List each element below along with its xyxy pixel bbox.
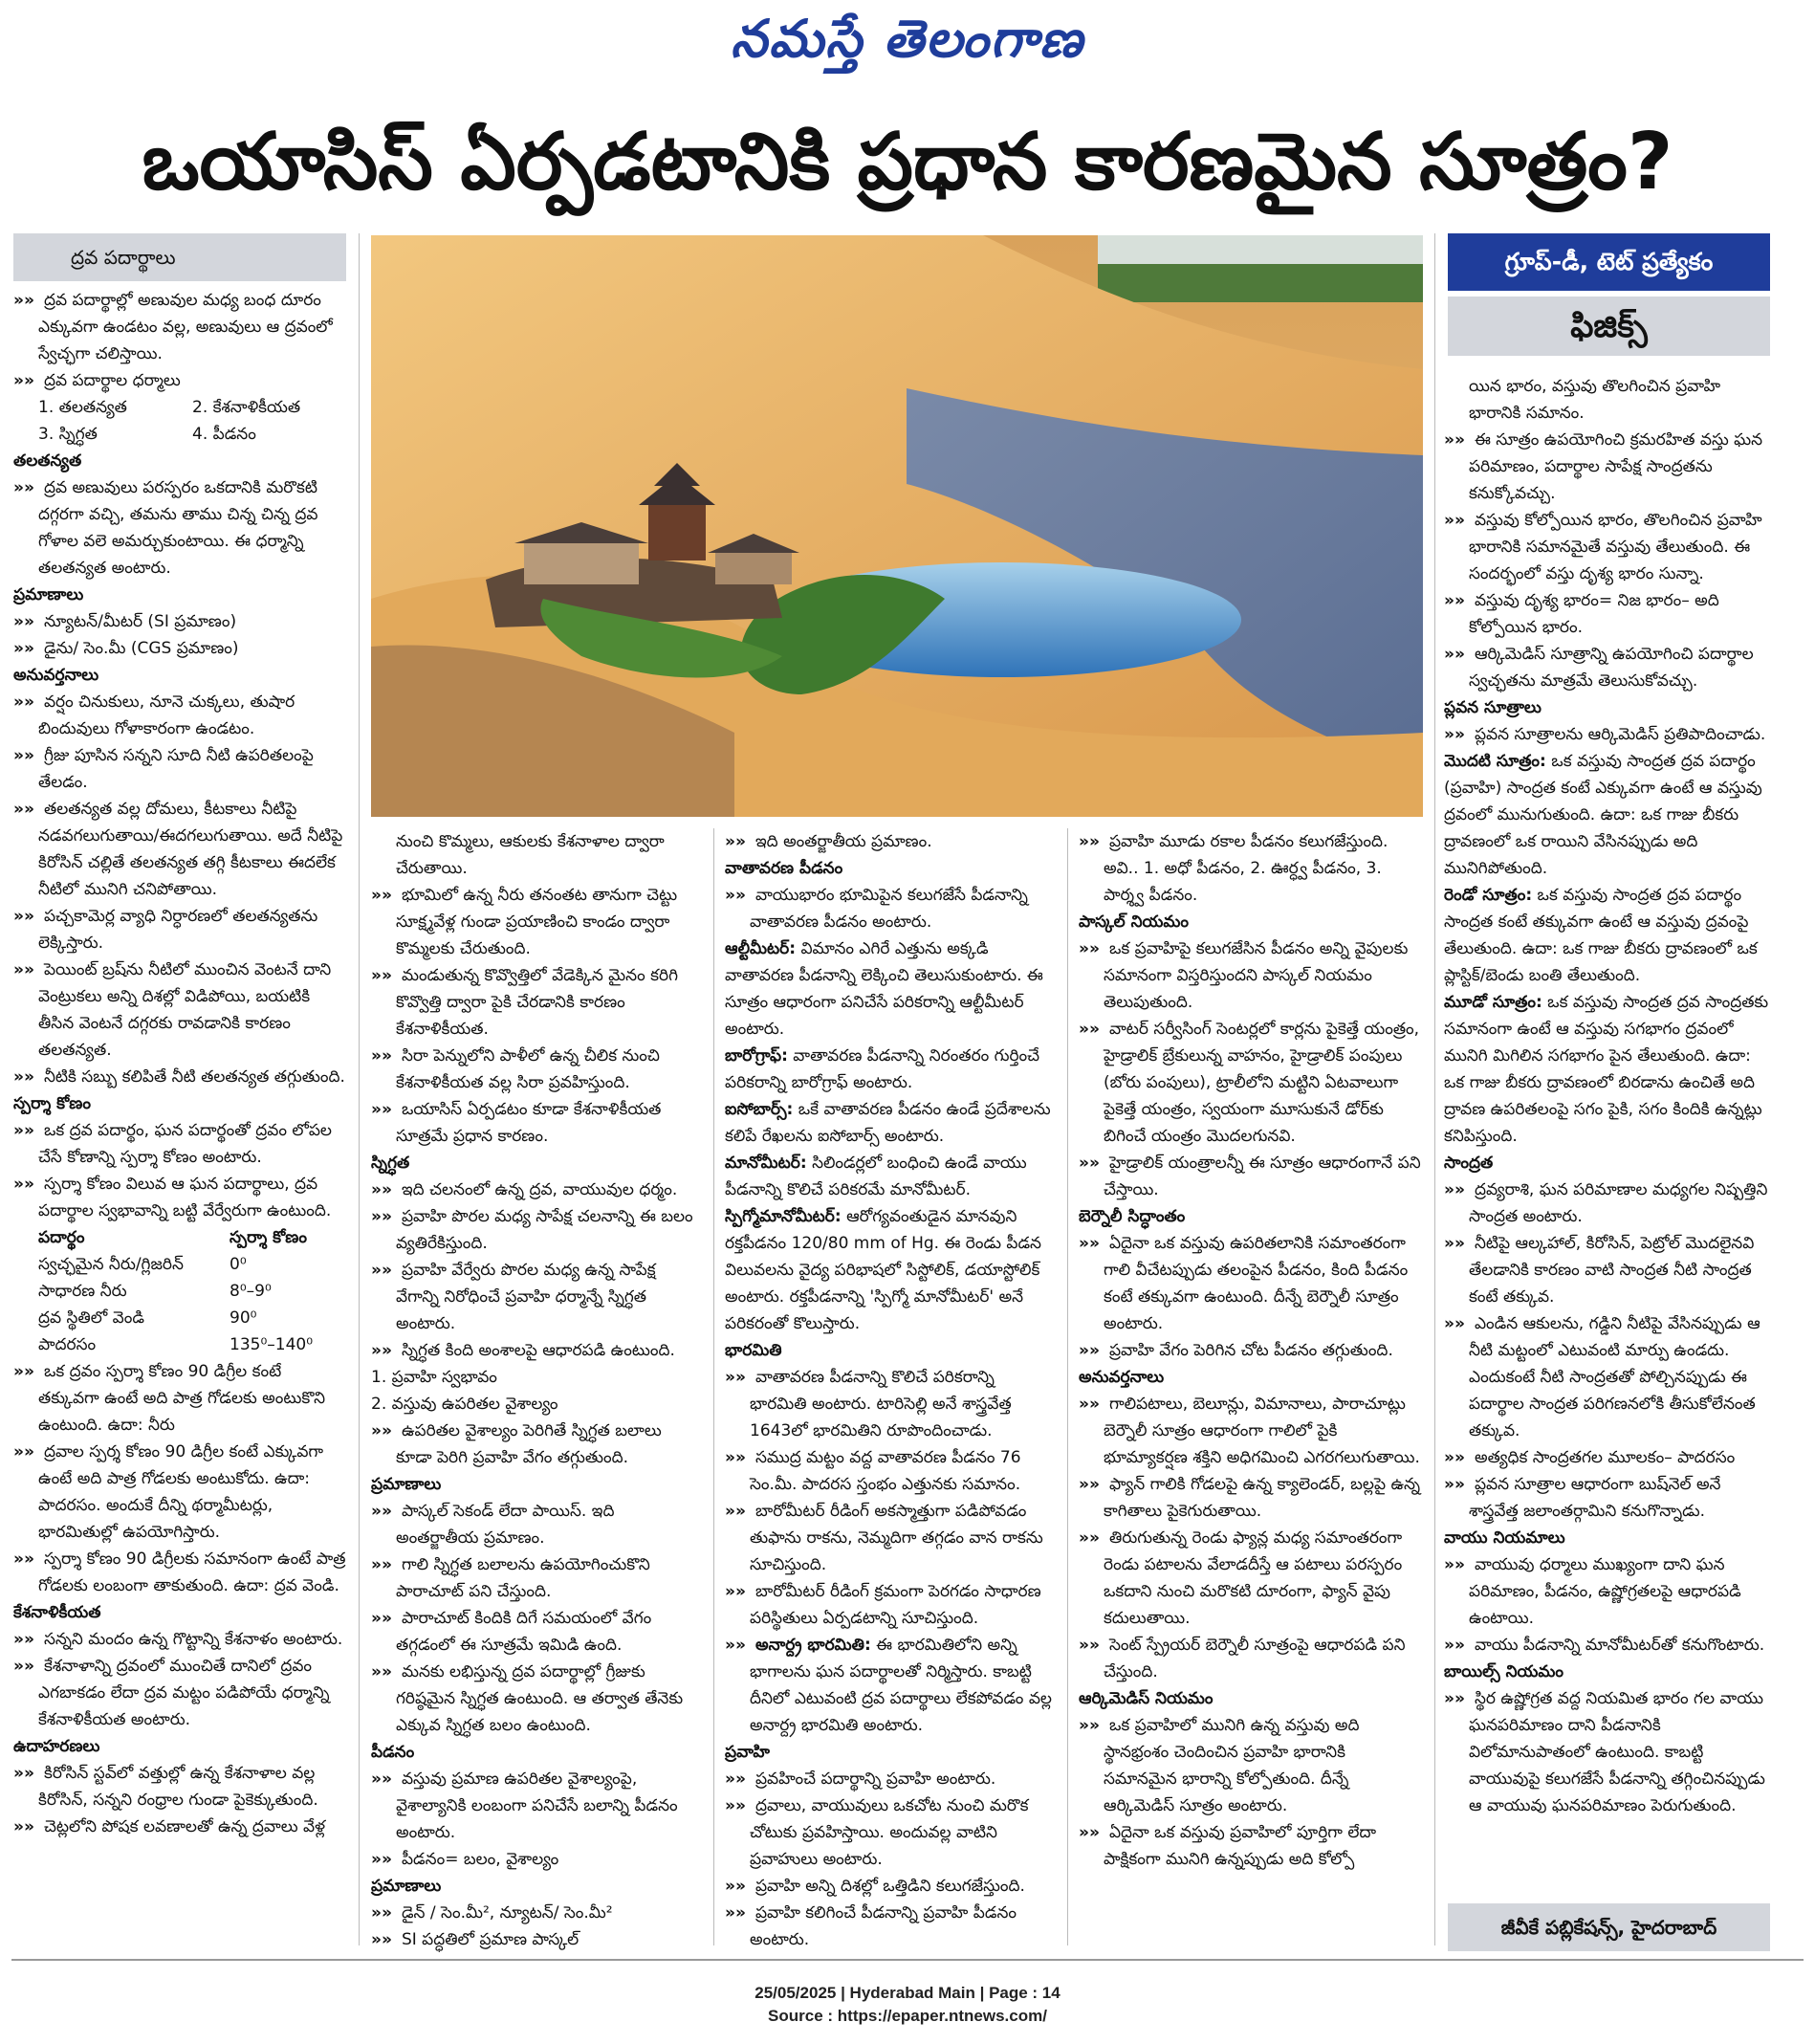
column-divider [713, 828, 714, 1945]
paragraph: »» ప్రవహించే పదార్థాన్ని ప్రవాహి అంటారు. [725, 1766, 1056, 1792]
paragraph: »» పీడనం= బలం, వైశాల్యం [371, 1846, 702, 1873]
paragraph: »» ప్లవన సూత్రాలను ఆర్కిమెడిస్ ప్రతిపాదించాడు. [1444, 721, 1773, 748]
paragraph: »» ఒక ద్రవ పదార్థం, ఘన పదార్థంతో ద్రవం లోపల చేసే కోణాన్ని స్పర్శా కోణం అంటారు. [13, 1117, 346, 1171]
table-cell: 0⁰ [230, 1255, 247, 1274]
definition: విమానం ఎగిరే ఎత్తును అక్కడి వాతావరణ పీడనాన్ని లెక్కించి తెలుసుకుంటారు. ఈ సూత్రం ఆధారంగా పనిచేసే పరికరాన్ని ఆల్టీమీటర్ అంటారు. [725, 939, 1043, 1039]
subheading: ప్రమాణాలు [13, 585, 84, 604]
masthead [0, 0, 1815, 78]
paragraph: »» సిరా పెన్నులోని పాళీలో ఉన్న చీలిక నుంచి కేశనాళికీయత వల్ల సిరా ప్రవహిస్తుంది. [371, 1043, 702, 1096]
subheading: పీడనం [371, 1743, 415, 1762]
paragraph: »» పాస్కల్ సెకండ్ లేదా పాయిస్. ఇది అంతర్జాతీయ ప్రమాణం. [371, 1498, 702, 1551]
paragraph: »» వాటర్ సర్వీసింగ్ సెంటర్లలో కార్లను పైకెత్తే యంత్రం, హైడ్రాలిక్ బ్రేకులున్న వాహనం, హైడ్రాలిక్ పంపులు (బోరు పంపులు), ట్రాలీలోని మట్టిని ఏటవాలుగా పైకెత్తే యంత్రం, స్వయంగా మూసుకునే డోర్‌కు బిగించే యంత్రం మొదలగునవి. [1079, 1016, 1423, 1150]
paragraph: »» బారోమీటర్ రీడింగ్ క్రమంగా పెరగడం సాధారణ పరిస్థితులు ఏర్పడటాన్ని సూచిస్తుంది. [725, 1578, 1056, 1632]
paragraph: »» పెయింట్ బ్రష్‌ను నీటిలో ముంచిన వెంటనే దాని వెంట్రుకలు అన్ని దిశల్లో విడిపోయి, బయటికి తీసిన వెంటనే దగ్గరకు రావడానికి కారణం తలతన్యత. [13, 956, 346, 1064]
oasis-photo-illustration [371, 235, 1423, 817]
definition: ఒక వస్తువు సాంద్రత ద్రవ పదార్థం (ప్రవాహి) సాంద్రత కంటే ఎక్కువగా ఉంటే ఆ వస్తువు ద్రవంలో మునుగుతుంది. ఉదా: ఒక గాజు బీకరు ద్రావణంలో ఒక రాయిని వేసినప్పుడు అది మునిగిపోతుంది. [1444, 752, 1762, 878]
paragraph: »» వాతావరణ పీడనాన్ని కొలిచే పరికరాన్ని భారమితి అంటారు. టారిసెల్లి అనే శాస్త్రవేత్త 1643లో భారమితిని రూపొందించాడు. [725, 1364, 1056, 1444]
paragraph: »» ద్రవ అణువులు పరస్పరం ఒకదానికి మరొకటి దగ్గరగా వచ్చి, తమను తాము చిన్న చిన్న ద్రవ గోళాల వలె అమర్చుకుంటాయి. ఈ ధర్మాన్ని తలతన్యత అంటారు. [13, 474, 346, 582]
term: మొదటి సూత్రం: [1444, 752, 1546, 771]
column-4 [1079, 828, 1423, 1938]
paragraph: »» డైను/ సెం.మీ (CGS ప్రమాణం) [13, 635, 346, 662]
table-cell: పాదరసం [38, 1335, 97, 1354]
paragraph: »» ప్రవాహి అన్ని దిశల్లో ఒత్తిడిని కలుగజేస్తుంది. [725, 1873, 1056, 1900]
paragraph: »» సముద్ర మట్టం వద్ద వాతావరణ పీడనం 76 సెం.మీ. పాదరస స్తంభం ఎత్తునకు సమానం. [725, 1444, 1056, 1498]
column-1 [13, 233, 346, 1931]
subheading: పాస్కల్ నియమం [1079, 912, 1190, 932]
feature-brand-box [1448, 233, 1770, 356]
property-list [13, 394, 346, 448]
paragraph: »» ఏదైనా ఒక వస్తువు ప్రవాహిలో పూర్తిగా లేదా పాక్షికంగా మునిగి ఉన్నప్పుడు అది కోల్పో [1079, 1819, 1423, 1873]
paragraph: నుంచి కొమ్మలు, ఆకులకు కేశనాళాల ద్వారా చేరుతాయి. [396, 832, 665, 878]
paragraph: »» ఉపరితల వైశాల్యం పెరిగితే స్నిగ్ధత బలాలు కూడా పెరిగి ప్రవాహి వేగం తగ్గుతుంది. [371, 1418, 702, 1471]
paragraph: »» వాయు పీడనాన్ని మానోమీటర్‌తో కనుగొంటారు. [1444, 1632, 1773, 1659]
list-item: 4. పీడనం [192, 425, 256, 444]
paragraph: »» ఒక ద్రవం స్పర్శా కోణం 90 డిగ్రీల కంటే తక్కువగా ఉంటే అది పాత్ర గోడలకు అంటుకొని ఉంటుంది. ఉదా: నీరు [13, 1358, 346, 1439]
column-2 [371, 828, 702, 1949]
term: ఆల్టీమీటర్: [725, 939, 797, 958]
paragraph: »» ద్రవాల స్పర్శ కోణం 90 డిగ్రీల కంటే ఎక్కువగా ఉంటే అది పాత్ర గోడలకు అంటుకోదు. ఉదా: పాదరసం. అందుకే దీన్ని థర్మామీటర్లు, భారమితుల్లో ఉపయోగిస్తారు. [13, 1439, 346, 1546]
term: రెండో సూత్రం: [1444, 886, 1533, 905]
subheading: వాతావరణ పీడనం [725, 859, 843, 878]
contact-angle-table [13, 1224, 346, 1358]
paragraph: »» ద్రవ పదార్థాల ధర్మాలు [13, 367, 346, 394]
paragraph: »» ప్రవాహి వేగం పెరిగిన చోట పీడనం తగ్గుతుంది. [1079, 1337, 1423, 1364]
paragraph: »» స్పర్శా కోణం విలువ ఆ ఘన పదార్థాలు, ద్రవ పదార్థాల స్వభావాన్ని బట్టి వేర్వేరుగా ఉంటుంది. [13, 1171, 346, 1224]
paragraph: »» చెట్లలోని పోషక లవణాలతో ఉన్న ద్రవాలు వేళ్ల [13, 1813, 346, 1840]
paragraph: »» తలతన్యత వల్ల దోమలు, కీటకాలు నీటిపై నడవగలుగుతాయి/ఈదగలుగుతాయి. అదే నీటిపై కిరోసిన్ చల్లితే తలతన్యత తగ్గి కీటకాలు ఈదలేక నీటిలో మునిగి చనిపోతాయి. [13, 796, 346, 903]
paragraph [725, 1043, 1056, 1096]
paragraph: »» ద్రవ్యరాశి, ఘన పరిమాణాల మధ్యగల నిష్పత్తిని సాంద్రత అంటారు. [1444, 1176, 1773, 1230]
term: స్పిగ్మోమానోమీటర్: [725, 1207, 842, 1226]
paragraph: »» వస్తువు కోల్పోయిన భారం, తొలగించిన ప్రవాహి భారానికి సమానమైతే వస్తువు తేలుతుంది. ఈ సందర్భంలో వస్తు దృశ్య భారం సున్నా. [1444, 507, 1773, 587]
paragraph [725, 1203, 1056, 1337]
table-cell: 135⁰–140⁰ [230, 1335, 314, 1354]
paragraph: »» గ్రీజు పూసిన సన్నని సూది నీటి ఉపరితలంపై తేలడం. [13, 742, 346, 796]
subheading: బాయిల్స్ నియమం [1444, 1662, 1564, 1681]
list-item: 3. స్నిగ్ధత [38, 425, 98, 444]
table-cell: స్వచ్ఛమైన నీరు/గ్లిజరిన్ [38, 1255, 184, 1274]
paragraph: »» ప్రవాహి మూడు రకాల పీడనం కలుగజేస్తుంది. అవి.. 1. అధో పీడనం, 2. ఊర్ధ్వ పీడనం, 3. పార్శ్వ పీడనం. [1079, 828, 1423, 909]
table-cell: సాధారణ నీరు [38, 1282, 127, 1301]
paragraph [725, 1632, 1056, 1739]
paragraph: »» ఏదైనా ఒక వస్తువు ఉపరితలానికి సమాంతరంగా గాలి వీచేటప్పుడు తలంపైన పీడనం, కింది పీడనం కంటే తక్కువగా ఉంటుంది. దీన్నే బెర్నౌలీ సూత్రం అంటారు. [1079, 1230, 1423, 1337]
paragraph: »» నీటిపై ఆల్కహాల్, కిరోసిన్, పెట్రోల్ మొదలైనవి తేలడానికి కారణం వాటి సాంద్రత నీటి సాంద్రత కంటే తక్కువ. [1444, 1230, 1773, 1310]
paragraph: »» వాయుభారం భూమిపైన కలుగజేసే పీడనాన్ని వాతావరణ పీడనం అంటారు. [725, 882, 1056, 935]
subheading: తలతన్యత [13, 451, 82, 471]
paragraph: »» ప్లవన సూత్రాల ఆధారంగా బుష్‌నెల్ అనే శాస్త్రవేత్త జలాంతర్గామిని కనుగొన్నాడు. [1444, 1471, 1773, 1525]
subheading: ఆర్కిమెడిస్ నియమం [1079, 1689, 1214, 1708]
list-item: 2. వస్తువు ఉపరితల వైశాల్యం [371, 1395, 558, 1414]
column-divider [1434, 233, 1435, 1945]
definition: ఈ భారమితిలోని అన్ని భాగాలను ఘన పదార్థాలతో నిర్మిస్తారు. కాబట్టి దీనిలో ఎటువంటి ద్రవ పదార్థాలు లేకపోవడం వల్ల అనార్ద్ర భారమితి అంటారు. [750, 1636, 1052, 1735]
paragraph: »» డైన్ / సెం.మీ², న్యూటన్/ సెం.మీ² [371, 1900, 702, 1926]
paragraph: »» వస్తువు ప్రమాణ ఉపరితల వైశాల్యంపై, వైశాల్యానికి లంబంగా పనిచేసే బలాన్ని పీడనం అంటారు. [371, 1766, 702, 1846]
paragraph: »» భూమిలో ఉన్న నీరు తనంతట తానుగా చెట్టు సూక్ష్మవేళ్ల గుండా ప్రయాణించి కాండం ద్వారా కొమ్మలకు చేరుతుంది. [371, 882, 702, 962]
page-footer [0, 1982, 1815, 2028]
paragraph: »» తిరుగుతున్న రెండు ఫ్యాన్ల మధ్య సమాంతరంగా రెండు పటాలను వేలాడదీస్తే ఆ పటాలు పరస్పరం ఒకదాని నుంచి మరొకటి దూరంగా, ఫ్యాన్ వైపు కదులుతాయి. [1079, 1525, 1423, 1632]
paragraph: »» సెంట్ స్ప్రేయర్ బెర్నౌలీ సూత్రంపై ఆధారపడి పని చేస్తుంది. [1079, 1632, 1423, 1685]
table-header: స్పర్శా కోణం [230, 1228, 307, 1247]
definition: సిలిండర్లలో బంధించి ఉండే వాయు పీడనాన్ని కొలిచే పరికరమే మానోమీటర్. [725, 1154, 1027, 1199]
paragraph: »» మనకు లభిస్తున్న ద్రవ పదార్థాల్లో గ్రీజుకు గరిష్ఠమైన స్నిగ్ధత ఉంటుంది. ఆ తర్వాత తేనెకు ఎక్కువ స్నిగ్ధత బలం ఉంటుంది. [371, 1659, 702, 1739]
footer-rule [11, 1959, 1804, 1961]
paragraph: »» ద్రవ పదార్థాల్లో అణువుల మధ్య బంధ దూరం ఎక్కువగా ఉండటం వల్ల, అణువులు ఆ ద్రవంలో స్వేచ్ఛగా చలిస్తాయి. [13, 287, 346, 367]
table-cell: 8⁰–9⁰ [230, 1282, 272, 1301]
subheading: భారమితి [725, 1341, 782, 1360]
paragraph: »» ప్రవాహి కలిగించే పీడనాన్ని ప్రవాహి పీడనం అంటారు. [725, 1900, 1056, 1953]
paragraph: »» సన్నని మందం ఉన్న గొట్టాన్ని కేశనాళం అంటారు. [13, 1626, 346, 1653]
paragraph [1444, 748, 1773, 882]
term: అనార్ద్ర భారమితి: [754, 1636, 871, 1655]
paragraph: »» కిరోసిన్ స్టవ్‌లో వత్తుల్లో ఉన్న కేశనాళాల వల్ల కిరోసిన్, సన్నని రంధ్రాల గుండా పైకెక్కుతుంది. [13, 1760, 346, 1813]
headline: ఒయాసిస్ ఏర్పడటానికి ప్రధాన కారణమైన సూత్రం? [142, 117, 1673, 208]
definition: ఒక వస్తువు సాంద్రత ద్రవ పదార్థం సాంద్రత కంటే తక్కువగా ఉంటే ఆ వస్తువు ద్రవంపై తేలుతుంది. ఉదా: ఒక గాజు బీకరు ద్రావణంలో ఒక ప్లాస్టిక్/బెండు బంతి తేలుతుంది. [1444, 886, 1758, 985]
term: ఐసోబార్స్: [725, 1100, 794, 1119]
paragraph: »» ప్రవాహి పొరల మధ్య సాపేక్ష చలనాన్ని ఈ బలం వ్యతిరేకిస్తుంది. [371, 1203, 702, 1257]
paragraph: »» కేశనాళాన్ని ద్రవంలో ముంచితే దానిలో ద్రవం ఎగబాకడం లేదా ద్రవ మట్టం పడిపోయే ధర్మాన్ని కేశనాళికీయత అంటారు. [13, 1653, 346, 1733]
paragraph: »» హైడ్రాలిక్ యంత్రాలన్నీ ఈ సూత్రం ఆధారంగానే పని చేస్తాయి. [1079, 1150, 1423, 1203]
paragraph: »» SI పద్ధతిలో ప్రమాణ పాస్కల్ [371, 1926, 702, 1953]
paragraph: యిన భారం, వస్తువు తొలగించిన ప్రవాహి భారానికి సమానం. [1469, 377, 1721, 423]
column-3 [725, 828, 1056, 1949]
definition: ఒక వస్తువు సాంద్రత ద్రవ సాంద్రతకు సమానంగా ఉంటే ఆ వస్తువు సగభాగం ద్రవంలో మునిగి మిగిలిన సగభాగం పైన తేలుతుంది. ఉదా: ఒక గాజు బీకరు ద్రావణంలో బిరడాను ఉంచితే అది ద్రావణ ఉపరితలంపై సగం పైకి, సగం కిందికి ఉన్నట్లు కనిపిస్తుంది. [1444, 993, 1769, 1146]
term: మూడో సూత్రం: [1444, 993, 1542, 1012]
paragraph [725, 1096, 1056, 1150]
paragraph [725, 935, 1056, 1043]
paragraph: »» ఒక ప్రవాహిలో మునిగి ఉన్న వస్తువు అది స్థానభ్రంశం చెందించిన ప్రవాహి భారానికి సమానమైన భారాన్ని కోల్పోతుంది. దీన్నే ఆర్కిమెడిస్ సూత్రం అంటారు. [1079, 1712, 1423, 1819]
paragraph: »» అత్యధిక సాంద్రతగల మూలకం– పాదరసం [1444, 1444, 1773, 1471]
oasis-photo [371, 235, 1423, 817]
definition: వాతావరణ పీడనాన్ని నిరంతరం గుర్తించే పరికరాన్ని బారోగ్రాఫ్ అంటారు. [725, 1046, 1040, 1092]
column-divider [1067, 828, 1068, 1945]
paragraph: »» పారాచూట్ కిందికి దిగే సమయంలో వేగం తగ్గడంలో ఈ సూత్రమే ఇమిడి ఉంది. [371, 1605, 702, 1659]
paragraph: »» ద్రవాలు, వాయువులు ఒకచోట నుంచి మరొక చోటుకు ప్రవహిస్తాయి. అందువల్ల వాటిని ప్రవాహులు అంటారు. [725, 1792, 1056, 1873]
list-item: 1. తలతన్యత [38, 398, 127, 417]
paragraph [1444, 882, 1773, 989]
source-link[interactable]: Source : https://epaper.ntnews.com/ [768, 2007, 1047, 2025]
subheading: స్నిగ్ధత [371, 1154, 410, 1173]
paragraph: »» వాయువు ధర్మాలు ముఖ్యంగా దాని ఘన పరిమాణం, పీడనం, ఉష్ణోగ్రతలపై ఆధారపడి ఉంటాయి. [1444, 1551, 1773, 1632]
table-cell: 90⁰ [230, 1308, 257, 1328]
definition: ఆరోగ్యవంతుడైన మానవుని రక్తపీడనం 120/80 mm of Hg. ఈ రెండు పీడన విలువలను వైద్య పరిభాషలో సిస్టోలిక్, డయాస్టోలిక్ అంటారు. రక్తపీడనాన్ని 'స్పిగ్మో మానోమీటర్' అనే పరికరంతో కొలుస్తారు. [725, 1207, 1041, 1333]
subheading: ఉదాహరణలు [13, 1737, 100, 1756]
subheading: వాయు నియమాలు [1444, 1528, 1565, 1548]
paragraph: »» ఇది అంతర్జాతీయ ప్రమాణం. [725, 828, 1056, 855]
masthead-logo: నమస్తే తెలంగాణ [731, 8, 1084, 69]
paragraph: »» ఫ్యాన్ గాలికి గోడలపై ఉన్న క్యాలెండర్, బల్లపై ఉన్న కాగితాలు పైకెగురుతాయి. [1079, 1471, 1423, 1525]
subheading: ప్రవాహి [725, 1743, 770, 1762]
paragraph: »» స్నిగ్ధత కింది అంశాలపై ఆధారపడి ఉంటుంది. [371, 1337, 702, 1364]
paragraph: »» గాలిపటాలు, బెలూన్లు, విమానాలు, పారాచూట్లు బెర్నౌలీ సూత్రం ఆధారంగా గాలిలో పైకి భూమ్యాకర్షణ శక్తిని అధిగమించి ఎగరగలుగుతాయి. [1079, 1391, 1423, 1471]
paragraph: »» స్థిర ఉష్ణోగ్రత వద్ద నియమిత భారం గల వాయు ఘనపరిమాణం దాని పీడనానికి విలోమానుపాతంలో ఉంటుంది. కాబట్టి వాయువుపై కలుగజేసే పీడనాన్ని తగ్గించినప్పుడు ఆ వాయువు ఘనపరిమాణం పెరుగుతుంది. [1444, 1685, 1773, 1819]
section-label: ద్రవ పదార్థాలు [13, 233, 346, 281]
subheading: బెర్నౌలీ సిద్ధాంతం [1079, 1207, 1186, 1226]
paragraph [1444, 989, 1773, 1150]
table-cell: ద్రవ స్థితిలో వెండి [38, 1308, 144, 1328]
series-label: గ్రూప్-డీ, టెట్ ప్రత్యేకం [1448, 233, 1770, 291]
column-divider [359, 233, 360, 1945]
paragraph: »» ఒక ప్రవాహిపై కలుగజేసిన పీడనం అన్ని వైపులకు సమానంగా విస్తరిస్తుందని పాస్కల్ నియమం తెలుపుతుంది. [1079, 935, 1423, 1016]
paragraph: »» ఆర్కిమెడిస్ సూత్రాన్ని ఉపయోగించి పదార్థాల స్వచ్ఛతను మాత్రమే తెలుసుకోవచ్చు. [1444, 641, 1773, 694]
subheading: ప్లవన సూత్రాలు [1444, 698, 1542, 717]
subheading: స్పర్శా కోణం [13, 1094, 91, 1113]
edition-info: 25/05/2025 | Hyderabad Main | Page : 14 [754, 1984, 1061, 2002]
subject-label: ఫిజిక్స్ [1448, 297, 1770, 356]
paragraph: »» న్యూటన్/మీటర్ (SI ప్రమాణం) [13, 608, 346, 635]
paragraph: »» గాలి స్నిగ్ధత బలాలను ఉపయోగించుకొని పారాచూట్ పని చేస్తుంది. [371, 1551, 702, 1605]
subheading: ప్రమాణాలు [371, 1877, 442, 1896]
table-header: పదార్థం [38, 1228, 85, 1247]
paragraph: »» ఇది చలనంలో ఉన్న ద్రవ, వాయువుల ధర్మం. [371, 1176, 702, 1203]
subheading: అనువర్తనాలు [13, 666, 99, 685]
definition: ఒకే వాతావరణ పీడనం ఉండే ప్రదేశాలను కలిపే రేఖలను ఐసోబార్స్ అంటారు. [725, 1100, 1051, 1146]
paragraph: »» ఒయాసిస్ ఏర్పడటం కూడా కేశనాళికీయత సూత్రమే ప్రధాన కారణం. [371, 1096, 702, 1150]
subheading: కేశనాళికీయత [13, 1603, 101, 1622]
paragraph: »» వర్షం చినుకులు, నూనె చుక్కలు, తుషార బిందువులు గోళాకారంగా ఉండటం. [13, 689, 346, 742]
paragraph [725, 1150, 1056, 1203]
publisher-credit: జీవీకే పబ్లికేషన్స్, హైదరాబాద్ [1448, 1903, 1770, 1951]
paragraph: »» బారోమీటర్ రీడింగ్ అకస్మాత్తుగా పడిపోవడం తుఫాను రాకను, నెమ్మదిగా తగ్గడం వాన రాకను సూచిస్తుంది. [725, 1498, 1056, 1578]
paragraph: »» ప్రవాహి వేర్వేరు పొరల మధ్య ఉన్న సాపేక్ష వేగాన్ని నిరోధించే ప్రవాహి ధర్మాన్నే స్నిగ్ధత అంటారు. [371, 1257, 702, 1337]
term: బారోగ్రాఫ్: [725, 1046, 788, 1066]
paragraph: »» నీటికి సబ్బు కలిపితే నీటి తలతన్యత తగ్గుతుంది. [13, 1064, 346, 1090]
paragraph: »» ఈ సూత్రం ఉపయోగించి క్రమరహిత వస్తు ఘన పరిమాణం, పదార్థాల సాపేక్ష సాంద్రతను కనుక్కోవచ్చు. [1444, 427, 1773, 507]
list-item: 2. కేశనాళికీయత [192, 398, 301, 417]
subheading: సాంద్రత [1444, 1154, 1494, 1173]
paragraph: »» మండుతున్న కొవ్వొత్తిలో వేడెక్కిన మైనం కరిగి కొవ్వొత్తి ద్వారా పైకి చేరడానికి కారణం కేశనాళికీయత. [371, 962, 702, 1043]
subheading: అనువర్తనాలు [1079, 1368, 1165, 1387]
paragraph: »» స్పర్శా కోణం 90 డిగ్రీలకు సమానంగా ఉంటే పాత్ర గోడలకు లంబంగా తాకుతుంది. ఉదా: ద్రవ వెండి. [13, 1546, 346, 1599]
subheading: ప్రమాణాలు [371, 1475, 442, 1494]
paragraph: »» వస్తువు దృశ్య భారం= నిజ భారం– అది కోల్పోయిన భారం. [1444, 587, 1773, 641]
column-5 [1444, 373, 1773, 1894]
paragraph: »» ఎండిన ఆకులను, గడ్డిని నీటిపై వేసినప్పుడు ఆ నీటి మట్టంలో ఎటువంటి మార్పు ఉండదు. ఎందుకంటే నీటి సాంద్రతతో పోల్చినప్పుడు ఈ పదార్థాల సాంద్రత పరిగణనలోకి తీసుకోలేనంత తక్కువ. [1444, 1310, 1773, 1444]
list-item: 1. ప్రవాహి స్వభావం [371, 1368, 497, 1387]
paragraph: »» పచ్చకామెర్ల వ్యాధి నిర్ధారణలో తలతన్యతను లెక్కిస్తారు. [13, 903, 346, 956]
term: మానోమీటర్: [725, 1154, 807, 1173]
